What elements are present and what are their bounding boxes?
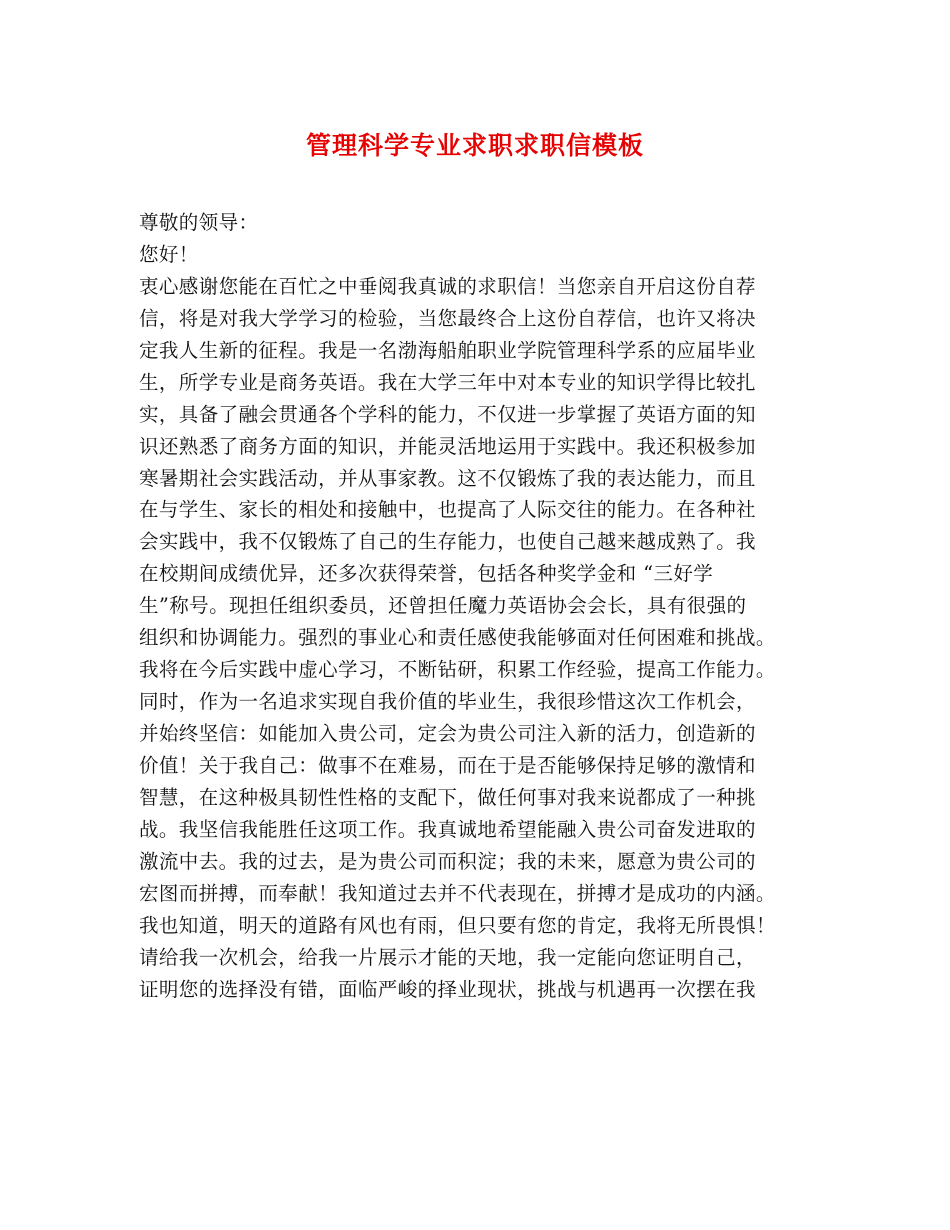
text-line: 同时，作为一名追求实现自我价值的毕业生，我很珍惜这次工作机会， [139,690,756,714]
text-line: 组织和协调能力。强烈的事业心和责任感使我能够面对任何困难和挑战。 [139,626,776,650]
text-line: 衷心感谢您能在百忙之中垂阅我真诚的求职信！当您亲自开启这份自荐 [139,274,756,298]
text-line: 智慧，在这种极具韧性性格的支配下，做任何事对我来说都成了一种挑 [139,785,756,809]
text-line: 寒暑期社会实践活动，并从事家教。这不仅锻炼了我的表达能力，而且 [139,466,756,490]
text-line: 我将在今后实践中虚心学习，不断钻研，积累工作经验，提高工作能力。 [139,658,776,682]
text-line: 识还熟悉了商务方面的知识，并能灵活地运用于实践中。我还积极参加 [139,434,756,458]
text-line: 生”称号。现担任组织委员，还曾担任魔力英语协会会长，具有很强的 [139,594,747,618]
text-line: 我也知道，明天的道路有风也有雨，但只要有您的肯定，我将无所畏惧！ [139,913,776,937]
text-line: 并始终坚信：如能加入贵公司，定会为贵公司注入新的活力，创造新的 [139,722,756,745]
text-line: 实，具备了融会贯通各个学科的能力，不仅进一步掌握了英语方面的知 [139,402,756,426]
text-line: 激流中去。我的过去，是为贵公司而积淀；我的未来，愿意为贵公司的 [139,849,756,873]
text-line: 会实践中，我不仅锻炼了自己的生存能力，也使自己越来越成熟了。我 [139,530,756,554]
text-line: 证明您的选择没有错，面临严峻的择业现状，挑战与机遇再一次摆在我 [139,977,756,1001]
text-line: 生，所学专业是商务英语。我在大学三年中对本专业的知识学得比较扎 [139,370,756,394]
text-line: 请给我一次机会，给我一片展示才能的天地，我一定能向您证明自己， [139,945,756,969]
text-line: 您好！ [139,242,199,266]
text-line: 宏图而拼搏，而奉献！我知道过去并不代表现在，拼搏才是成功的内涵。 [139,881,776,905]
text-line: 信，将是对我大学学习的检验，当您最终合上这份自荐信，也许又将决 [139,306,756,330]
text-line: 尊敬的领导： [139,211,259,234]
text-line: 价值！关于我自己：做事不在难易，而在于是否能够保持足够的激情和 [139,753,756,777]
letter-body [139,207,829,1005]
document-title: 管理科学专业求职求职信模板 [305,131,644,160]
text-line: 定我人生新的征程。我是一名渤海船舶职业学院管理科学系的应届毕业 [139,338,756,362]
text-line: 在校期间成绩优异，还多次获得荣誉，包括各种奖学金和 “三好学 [139,562,714,586]
text-line: 战。我坚信我能胜任这项工作。我真诚地希望能融入贵公司奋发进取的 [139,817,756,841]
text-line: 在与学生、家长的相处和接触中，也提高了人际交往的能力。在各种社 [139,498,756,522]
